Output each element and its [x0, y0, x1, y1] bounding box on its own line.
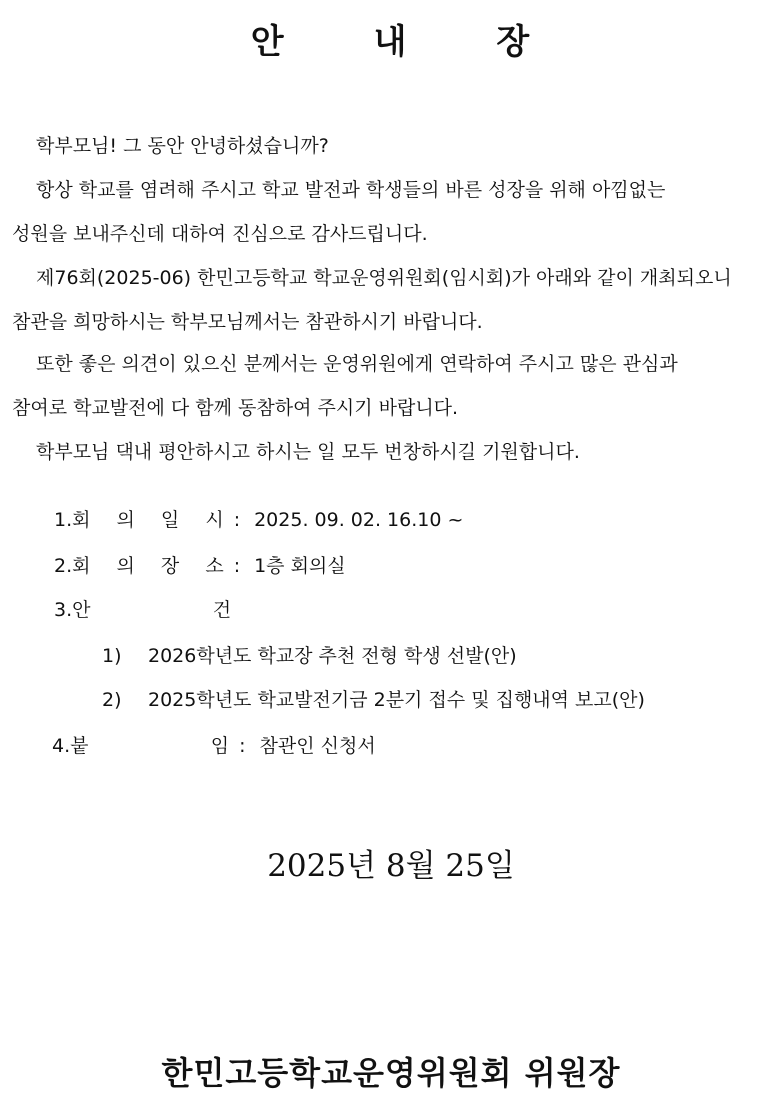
title-char-3: 장: [496, 22, 532, 62]
paragraph-1-line-2: 성원을 보내주신데 대하여 진심으로 감사드립니다.: [12, 223, 428, 245]
paragraph-2-line-1: 제76회(2025-06) 한민고등학교 학교운영위원회(임시회)가 아래와 같이 개최되오니: [36, 267, 732, 289]
detail-item-attachment: [52, 724, 376, 768]
agenda-subitem-number: 1): [102, 645, 122, 667]
agenda-subitem-text: 2025학년도 학교발전기금 2분기 접수 및 집행내역 보고(안): [148, 689, 645, 711]
detail-number: 1.: [54, 509, 73, 531]
detail-value: 1층 회의실: [254, 555, 346, 577]
paragraph-1-line-1: 항상 학교를 염려해 주시고 학교 발전과 학생들의 바른 성장을 위해 아낌없는: [36, 179, 666, 201]
detail-number: 3.: [54, 599, 73, 621]
signer-title: 한민고등학교운영위원회 위원장: [161, 1054, 621, 1092]
agenda-subitem-number: 2): [102, 689, 122, 711]
detail-value: 2025. 09. 02. 16.10 ~: [254, 509, 464, 531]
detail-colon: :: [239, 735, 246, 757]
detail-colon: :: [233, 509, 241, 531]
detail-label: 안 건: [72, 599, 242, 621]
document-date: 2025년 8월 25일: [267, 848, 515, 884]
title-char-2: 내: [373, 22, 409, 62]
detail-colon: :: [233, 555, 241, 577]
closing-line: 학부모님 댁내 평안하시고 하시는 일 모두 번창하시길 기원합니다.: [36, 441, 580, 463]
greeting-line: 학부모님! 그 동안 안녕하셨습니까?: [36, 135, 329, 157]
detail-number: 2.: [54, 555, 73, 577]
agenda-subitem-text: 2026학년도 학교장 추천 전형 학생 선발(안): [148, 645, 517, 667]
detail-item-place: [54, 544, 346, 588]
detail-label: 붙 임: [70, 735, 240, 757]
agenda-subitem: [102, 634, 517, 678]
paragraph-2-line-2: 참관을 희망하시는 학부모님께서는 참관하시기 바랍니다.: [12, 311, 483, 333]
agenda-subitem: [102, 678, 645, 722]
detail-label: 회 의 일 시: [72, 509, 234, 531]
detail-item-agenda: [54, 588, 241, 632]
detail-value: 참관인 신청서: [259, 735, 376, 757]
paragraph-3-line-1: 또한 좋은 의견이 있으신 분께서는 운영위원에게 연락하여 주시고 많은 관심과: [36, 353, 678, 375]
title-char-1: 안: [250, 22, 286, 62]
paragraph-3-line-2: 참여로 학교발전에 다 함께 동참하여 주시기 바랍니다.: [12, 397, 459, 419]
detail-item-date: [54, 498, 463, 542]
detail-number: 4.: [52, 735, 71, 757]
detail-label: 회 의 장 소: [72, 555, 234, 577]
document-title: [0, 14, 782, 63]
